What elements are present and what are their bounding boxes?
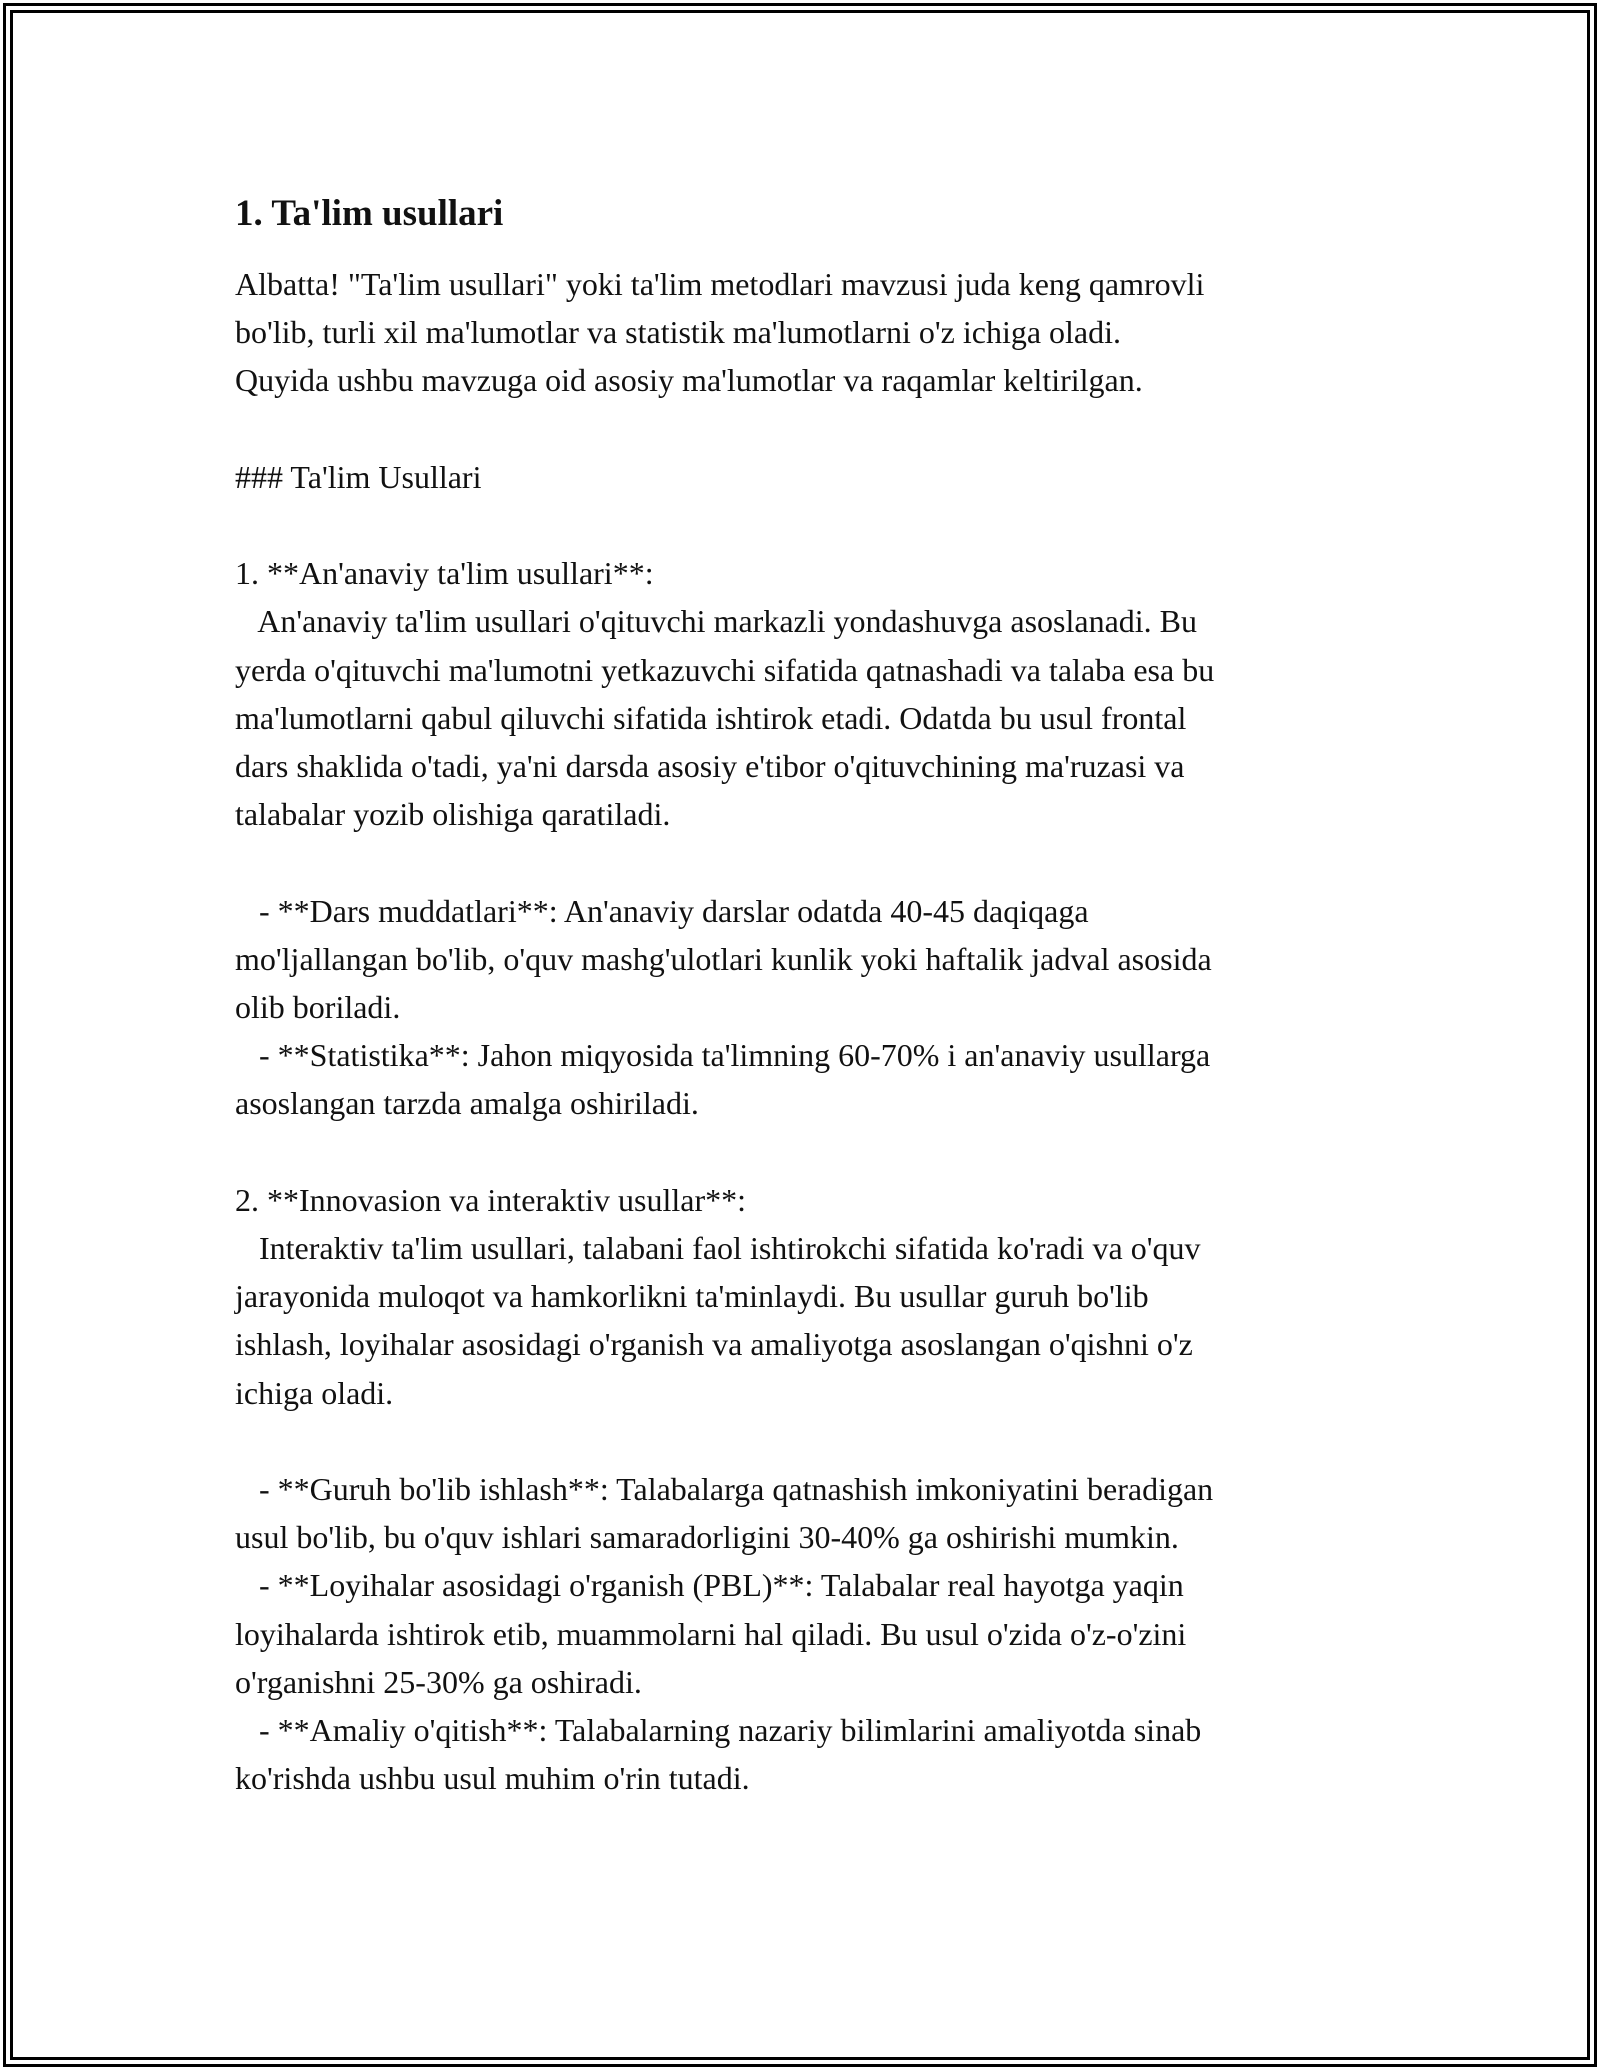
text-line: mo'ljallangan bo'lib, o'quv mashg'ulotlari kunlik yoki haftalik jadval asosida: [235, 940, 1212, 977]
text-line: jarayonida muloqot va hamkorlikni ta'minlaydi. Bu usullar guruh bo'lib: [235, 1278, 1149, 1315]
blank-line: [235, 838, 1365, 886]
text-line: o'rganishni 25-30% ga oshiradi.: [235, 1663, 642, 1700]
text-line: - **Amaliy o'qitish**: Talabalarning nazariy bilimlarini amaliyotda sinab: [235, 1712, 1202, 1749]
text-line: - **Statistika**: Jahon miqyosida ta'limning 60-70% i an'anaviy usullarga: [235, 1037, 1211, 1074]
text-line: bo'lib, turli xil ma'lumotlar va statistik ma'lumotlarni o'z ichiga oladi.: [235, 314, 1122, 351]
text-line: loyihalarda ishtirok etib, muammolarni hal qiladi. Bu usul o'zida o'z-o'zini: [235, 1615, 1187, 1652]
text-line: ichiga oladi.: [235, 1374, 394, 1411]
text-line: usul bo'lib, bu o'quv ishlari samaradorligini 30-40% ga oshirishi mumkin.: [235, 1519, 1179, 1556]
text-line: ma'lumotlarni qabul qiluvchi sifatida ishtirok etadi. Odatda bu usul frontal: [235, 699, 1187, 736]
blank-line: [235, 405, 1365, 453]
text-line: talabalar yozib olishiga qaratiladi.: [235, 796, 671, 833]
text-line: yerda o'qituvchi ma'lumotni yetkazuvchi sifatida qatnashadi va talaba esa bu: [235, 651, 1215, 688]
text-line: - **Guruh bo'lib ishlash**: Talabalarga qatnashish imkoniyatini beradigan: [235, 1471, 1214, 1507]
document-body: [235, 188, 1365, 1802]
text-line: asoslangan tarzda amalga oshiriladi.: [235, 1085, 699, 1122]
blank-line: [235, 1417, 1365, 1465]
text-line: ishlash, loyihalar asosidagi o'rganish va amaliyotga asoslangan o'qishni o'z: [235, 1326, 1193, 1363]
text-line: dars shaklida o'tadi, ya'ni darsda asosiy e'tibor o'qituvchining ma'ruzasi va: [235, 748, 1185, 784]
text-line: 1. **An'anaviy ta'lim usullari**:: [235, 555, 654, 592]
text-line: Interaktiv ta'lim usullari, talabani faol ishtirokchi sifatida ko'radi va o'quv: [235, 1230, 1201, 1266]
blank-line: [235, 1128, 1365, 1176]
body-text: [235, 260, 1365, 1802]
text-line: Quyida ushbu mavzuga oid asosiy ma'lumotlar va raqamlar keltirilgan.: [235, 362, 1143, 399]
text-line: Albatta! "Ta'lim usullari" yoki ta'lim metodlari mavzusi juda keng qamrovli: [235, 266, 1205, 302]
text-line: - **Dars muddatlari**: An'anaviy darslar odatda 40-45 daqiqaga: [235, 892, 1089, 929]
blank-line: [235, 501, 1365, 549]
text-line: ko'rishda ushbu usul muhim o'rin tutadi.: [235, 1760, 750, 1797]
text-line: ### Ta'lim Usullari: [235, 458, 482, 495]
section-title: 1. Ta'lim usullari: [235, 193, 504, 234]
text-line: 2. **Innovasion va interaktiv usullar**:: [235, 1181, 747, 1218]
text-line: - **Loyihalar asosidagi o'rganish (PBL)**: Talabalar real hayotga yaqin: [235, 1567, 1184, 1604]
text-line: An'anaviy ta'lim usullari o'qituvchi markazli yondashuvga asoslanadi. Bu: [235, 603, 1197, 640]
text-line: olib boriladi.: [235, 989, 401, 1025]
